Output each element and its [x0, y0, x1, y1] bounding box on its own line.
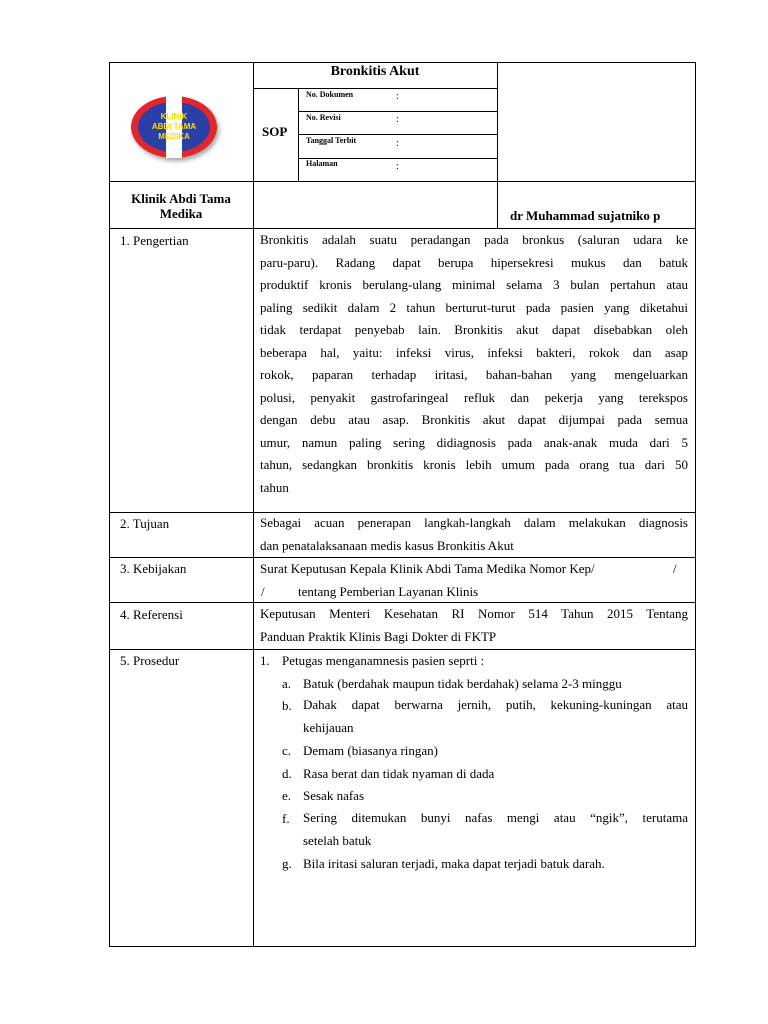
list-item: Dahak dapat berwarna jernih, putih, kekuning-kuningan atau kehijauan	[303, 697, 688, 735]
doctor-name: dr Muhammad sujatniko p	[510, 208, 661, 223]
section-label-referensi: 4. Referensi	[120, 607, 183, 622]
section-label-prosedur: 5. Prosedur	[120, 653, 180, 668]
field-label-tanggal-terbit: Tanggal Terbit	[306, 136, 357, 145]
list-item: Bila iritasi saluran terjadi, maka dapat terjadi batuk darah.	[303, 856, 605, 871]
field-value-no-dokumen: :	[396, 91, 399, 102]
step-number: 1.	[260, 653, 270, 668]
list-item: Rasa berat dan tidak nyaman di dada	[303, 766, 495, 781]
document-title: Bronkitis Akut	[330, 64, 420, 79]
field-label-halaman: Halaman	[306, 159, 338, 168]
logo-text-line1: KLINIK	[160, 112, 188, 121]
clinic-logo-icon	[130, 94, 218, 160]
section-label-pengertian: 1. Pengertian	[120, 233, 189, 248]
list-item-letter: d.	[282, 766, 292, 781]
list-item: Batuk (berdahak maupun tidak berdahak) selama 2-3 minggu	[303, 676, 622, 691]
list-item: Demam (biasanya ringan)	[303, 743, 439, 758]
logo-text-line2: ABDI TAMA	[151, 122, 197, 131]
list-item: Sesak nafas	[303, 788, 365, 803]
field-value-tanggal-terbit: :	[396, 138, 399, 149]
list-item-letter: a.	[282, 676, 292, 691]
list-item: Sering ditemukan bunyi nafas mengi atau “ngik”, terutama setelah batuk	[303, 810, 688, 848]
pengertian-text: Bronkitis adalah suatu peradangan pada bronkus (saluran udara ke paru-paru). Radang dapat berupa hipersekresi mukus dan batuk produktif kronis berulang-ulang minimal selama 3 bulan pertahun atau paling sedikit dalam 2 tahun berturut-turut pada pasien yang diketahui tidak terdapat penyebab lain. Bronkitis akut dapat disebabkan oleh beberapa hal, yaitu: infeksi virus, infeksi bakteri, rokok dan asap rokok, paparan terhadap iritasi, bahan-bahan yang mengeluarkan polusi, penyakit gastrofaringeal refluk dan pekerja yang terekspos dengan debu atau asap. Bronkitis akut dapat dijumpai pada semua umur, namun paling sering didiagnosis pada anak-anak muda dari 5 tahun, sedangkan bronkitis kronis lebih umum pada orang tua dari 50 tahun	[260, 232, 688, 495]
list-item-letter: g.	[282, 856, 292, 871]
sop-label: SOP	[262, 124, 288, 139]
logo-text-line3: MEDIKA	[158, 132, 190, 141]
referensi-text: Keputusan Menteri Kesehatan RI Nomor 514 Tahun 2015 Tentang Panduan Praktik Klinis Bagi Dokter di FKTP	[260, 606, 688, 644]
list-item-letter: c.	[282, 743, 292, 758]
field-label-no-revisi: No. Revisi	[306, 113, 341, 122]
section-label-kebijakan: 3. Kebijakan	[120, 561, 187, 576]
tujuan-text: Sebagai acuan penerapan langkah-langkah dalam melakukan diagnosis dan penatalaksanaan medis kasus Bronkitis Akut	[260, 515, 688, 553]
list-item-letter: b.	[282, 698, 292, 713]
field-value-no-revisi: :	[396, 114, 399, 125]
section-label-tujuan: 2. Tujuan	[120, 516, 170, 531]
list-item-letter: e.	[282, 788, 292, 803]
field-value-halaman: :	[396, 161, 399, 172]
step-text: Petugas menganamnesis pasien seprti :	[282, 653, 485, 668]
list-item-letter: f.	[282, 811, 290, 826]
field-label-no-dokumen: No. Dokumen	[306, 90, 354, 99]
